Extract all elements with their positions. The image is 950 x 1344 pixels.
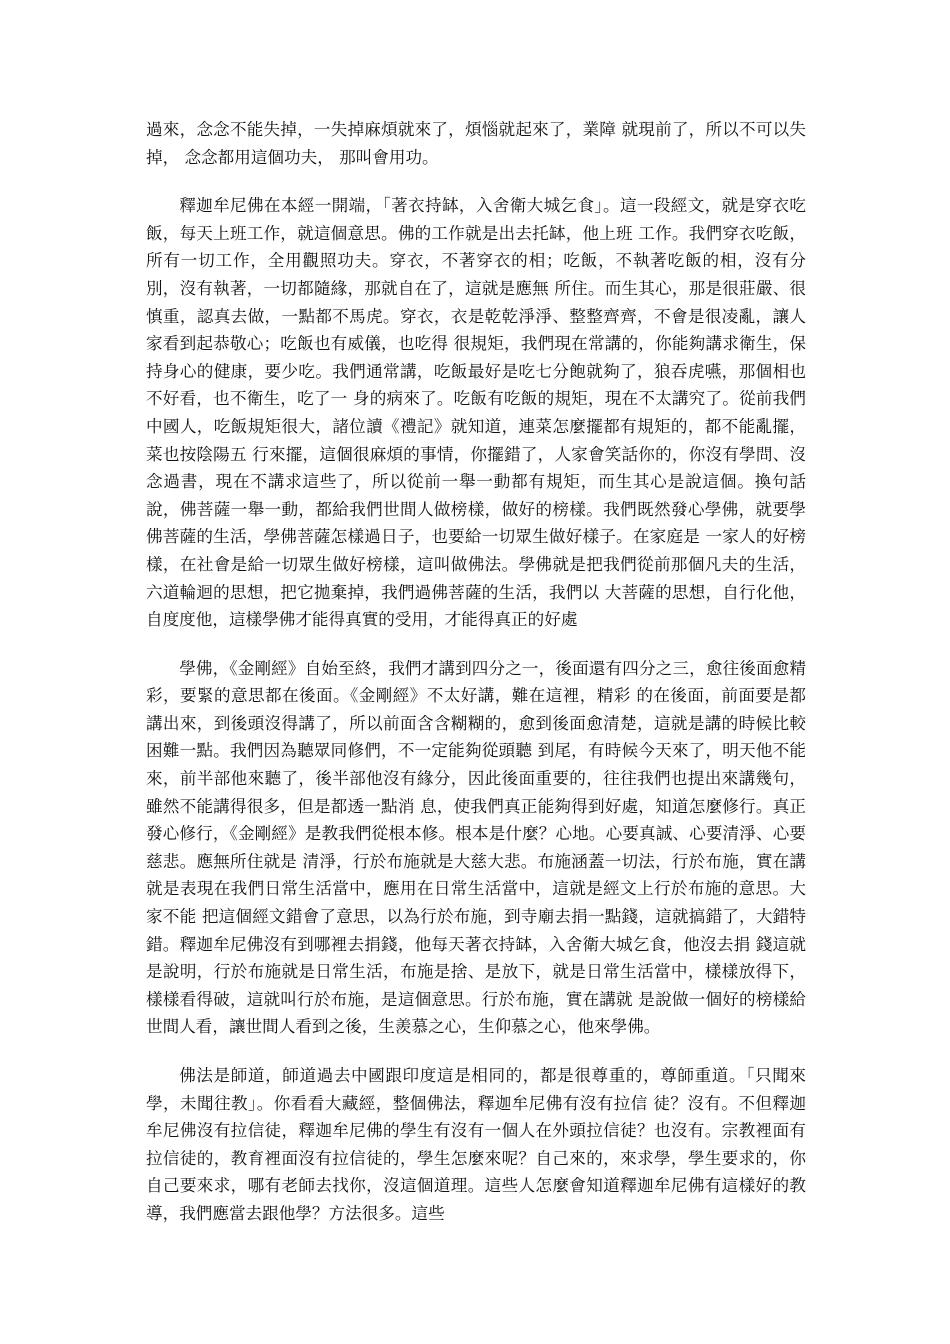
document-page [146,116,806,1249]
paragraph-1: 過來，念念不能失掉，一失掉麻煩就來了，煩惱就起來了，業障 就現前了，所以不可以失掉， 念念都用這個功夫， 那叫會用功。 [146,120,806,167]
paragraph-3: 學佛，《金剛經》自始至終，我們才講到四分之一，後面還有四分之三，愈往後面愈精彩，要緊的意思都在後面。《金剛經》不太好講，難在這裡，精彩 的在後面，前面要是都講出來，到後頭沒得講了，所以前面含含糊糊的，愈到後面愈清楚，這就是講的時候比較困難一點。我們因為聽眾同修們，不一定能夠從頭聽 到尾，有時候今天來了，明天他不能來，前半部他來聽了，後半部他沒有緣分，因此後面重要的，往往我們也提出來講幾句，雖然不能講得很多，但是都透一點消 息，使我們真正能夠得到好處，知道怎麼修行。真正發心修行，《金剛經》是教我們從根本修。根本是什麼？心地。心要真誠、心要清淨、心要慈悲。應無所住就是 清淨，行於布施就是大慈大悲。布施涵蓋一切法，行於布施，實在講就是表現在我們日常生活當中，應用在日常生活當中，這就是經文上行於布施的意思。大家不能 把這個經文錯會了意思，以為行於布施，到寺廟去捐一點錢，這就搞錯了，大錯特錯。釋迦牟尼佛沒有到哪裡去捐錢，他每天著衣持缽，入舍衛大城乞食，他沒去捐 錢這就是說明，行於布施就是日常生活，布施是捨、是放下，就是日常生活當中，樣樣放得下，樣樣看得破，這就叫行於布施，是這個意思。行於布施，實在講就 是說做一個好的榜樣給世間人看，讓世間人看到之後，生羨慕之心，生仰慕之心，他來學佛。 [146,658,806,1037]
paragraph-2: 釋迦牟尼佛在本經一開端，「著衣持缽，入舍衛大城乞食」。這一段經文，就是穿衣吃飯，每天上班工作，就這個意思。佛的工作就是出去托缽，他上班 工作。我們穿衣吃飯，所有一切工作，全用觀照功夫。穿衣，不著穿衣的相；吃飯，不執著吃飯的相，沒有分別，沒有執著，一切都隨緣，那就自在了，這就是應無 所住。而生其心，那是很莊嚴、很慎重，認真去做，一點都不馬虎。穿衣，衣是乾乾淨淨、整整齊齊，不會是很凌亂，讓人家看到起恭敬心；吃飯也有威儀，也吃得 很規矩，我們現在常講的，你能夠講求衛生，保持身心的健康，要少吃。我們通常講，吃飯最好是吃七分飽就夠了，狼吞虎嚥，那個相也不好看，也不衛生，吃了一 身的病來了。吃飯有吃飯的規矩，現在不太講究了。從前我們中國人，吃飯規矩很大，諸位讀《禮記》就知道，連菜怎麼擺都有規矩的，都不能亂擺，菜也按陰陽五 行來擺，這個很麻煩的事情，你擺錯了，人家會笑話你的，你沒有學問、沒念過書，現在不講求這些了，所以從前一舉一動都有規矩，而生其心是說這個。換句話 說，佛菩薩一舉一動，都給我們世間人做榜樣，做好的榜樣。我們既然發心學佛，就要學佛菩薩的生活，學佛菩薩怎樣過日子，也要給一切眾生做好樣子。在家庭是 一家人的好榜樣，在社會是給一切眾生做好榜樣，這叫做佛法。學佛就是把我們從前那個凡夫的生活，六道輪迴的思想，把它拋棄掉，我們過佛菩薩的生活，我們以 大菩薩的思想，自行化他，自度度他，這樣學佛才能得真實的受用，才能得真正的好處 [146,196,806,630]
paragraph-4: 佛法是師道，師道過去中國跟印度這是相同的，都是很尊重的，尊師重道。「只聞來學，未聞往教」。你看看大藏經，整個佛法，釋迦牟尼佛有沒有拉信 徒？沒有。不但釋迦牟尼佛沒有拉信徒，釋迦牟尼佛的學生有沒有一個人在外頭拉信徒？也沒有。宗教裡面有拉信徒的，教育裡面沒有拉信徒的，學生怎麼來呢？自己來的，來求學，學生要求的，你自己要來求，哪有老師去找你，沒這個道理。這些人怎麼會知道釋迦牟尼佛有這樣好的教導，我們應當去跟他學？方法很多。這些 [146,1066,806,1223]
